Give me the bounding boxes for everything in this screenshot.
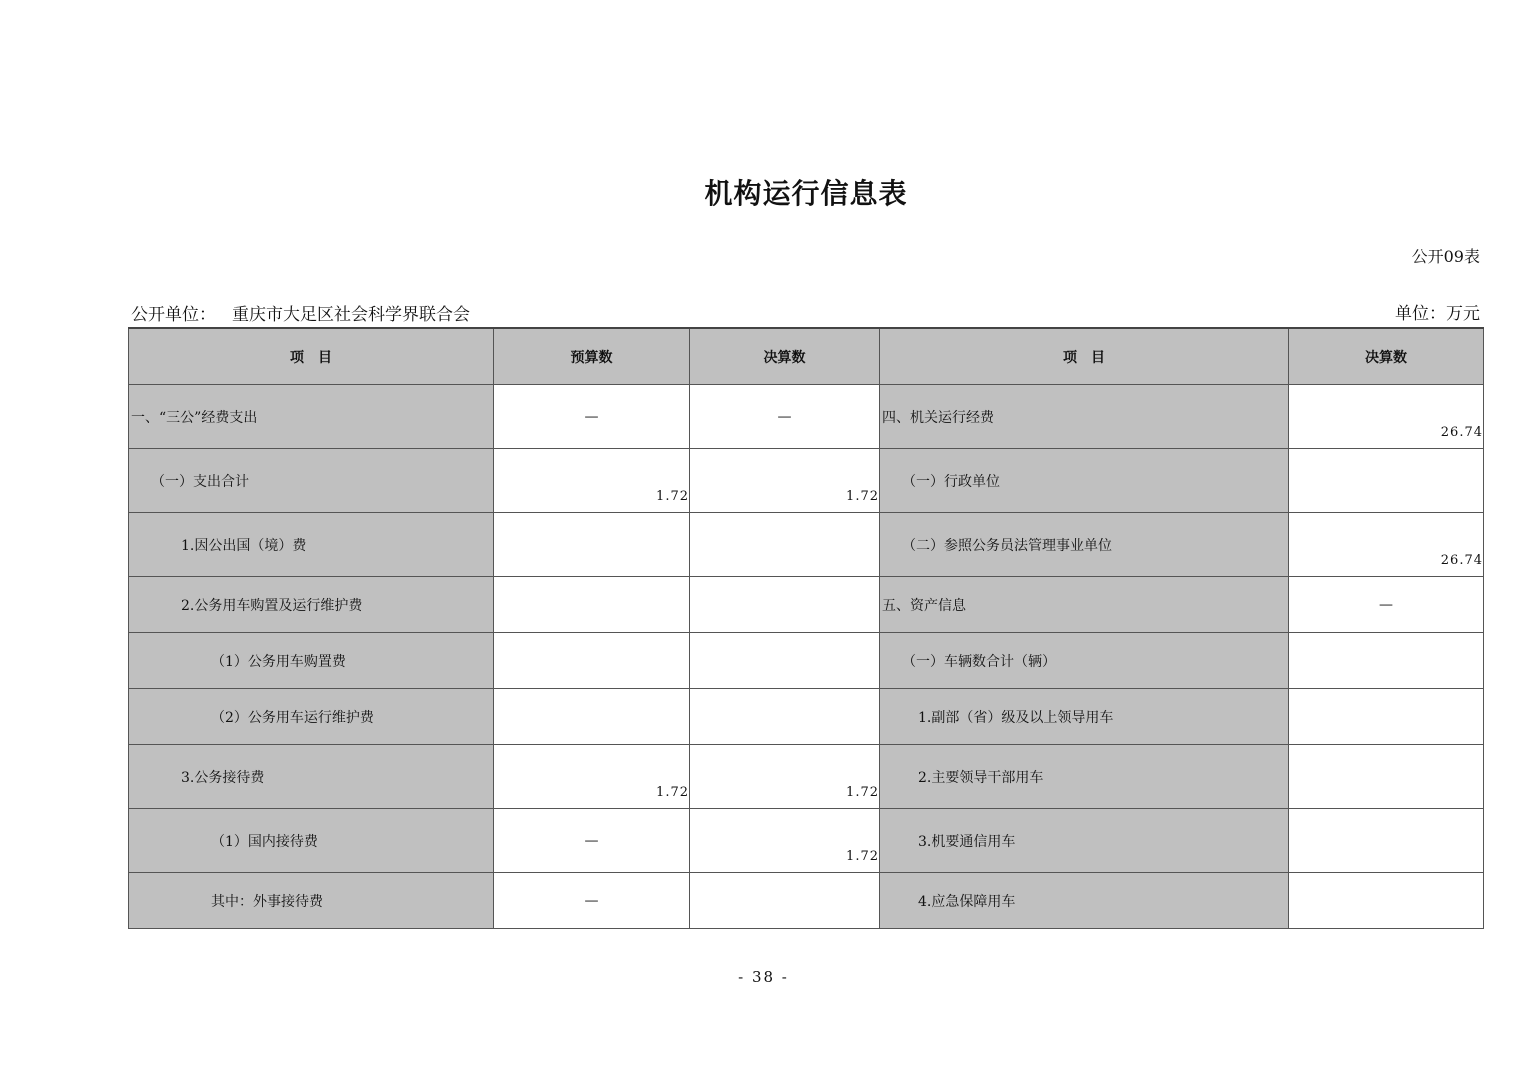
right-actual-value: 26.74 (1289, 385, 1484, 449)
table-row (129, 513, 1484, 577)
right-actual-value (1289, 809, 1484, 873)
left-item-label: 2.公务用车购置及运行维护费 (129, 577, 494, 633)
header-item-left: 项 目 (129, 328, 494, 385)
right-item-label: 五、资产信息 (880, 577, 1289, 633)
actual-value (690, 633, 880, 689)
left-item-label: （一）支出合计 (129, 449, 494, 513)
right-item-label: 四、机关运行经费 (880, 385, 1289, 449)
actual-value: 1.72 (690, 449, 880, 513)
budget-value (494, 577, 690, 633)
budget-value (494, 633, 690, 689)
budget-value (494, 513, 690, 577)
left-item-label: 一、“三公”经费支出 (129, 385, 494, 449)
table-header-row (129, 328, 1484, 385)
table-row (129, 809, 1484, 873)
right-item-label: （二）参照公务员法管理事业单位 (880, 513, 1289, 577)
table-row (129, 873, 1484, 929)
table-row (129, 449, 1484, 513)
actual-value: — (690, 385, 880, 449)
operation-info-table (128, 327, 1484, 929)
table-row (129, 385, 1484, 449)
reporting-unit-label: 公开单位： (131, 305, 216, 325)
header-budget: 预算数 (494, 328, 690, 385)
header-item-right: 项 目 (880, 328, 1289, 385)
actual-value: 1.72 (690, 745, 880, 809)
budget-value: — (494, 873, 690, 929)
right-actual-value (1289, 633, 1484, 689)
budget-value: — (494, 809, 690, 873)
header-actual-right: 决算数 (1289, 328, 1484, 385)
right-actual-value (1289, 745, 1484, 809)
actual-value (690, 873, 880, 929)
form-number: 公开09表 (1411, 247, 1480, 266)
budget-value: 1.72 (494, 449, 690, 513)
right-actual-value (1289, 873, 1484, 929)
right-item-label: （一）车辆数合计（辆） (880, 633, 1289, 689)
right-item-label: （一）行政单位 (880, 449, 1289, 513)
table-row (129, 633, 1484, 689)
right-actual-value: 26.74 (1289, 513, 1484, 577)
page-number: - 38 - (738, 968, 789, 986)
left-item-label: （2）公务用车运行维护费 (129, 689, 494, 745)
actual-value (690, 577, 880, 633)
left-item-label: （1）公务用车购置费 (129, 633, 494, 689)
right-actual-value: — (1289, 577, 1484, 633)
right-item-label: 4.应急保障用车 (880, 873, 1289, 929)
left-item-label: （1）国内接待费 (129, 809, 494, 873)
left-item-label: 1.因公出国（境）费 (129, 513, 494, 577)
budget-value (494, 689, 690, 745)
right-actual-value (1289, 449, 1484, 513)
right-item-label: 3.机要通信用车 (880, 809, 1289, 873)
table-row (129, 745, 1484, 809)
right-actual-value (1289, 689, 1484, 745)
table-row (129, 577, 1484, 633)
reporting-unit (131, 300, 470, 325)
currency-unit: 单位：万元 (1395, 304, 1480, 324)
budget-value: 1.72 (494, 745, 690, 809)
page-title: 机构运行信息表 (704, 177, 908, 210)
header-actual: 决算数 (690, 328, 880, 385)
budget-value: — (494, 385, 690, 449)
actual-value (690, 689, 880, 745)
actual-value (690, 513, 880, 577)
left-item-label: 3.公务接待费 (129, 745, 494, 809)
left-item-label: 其中：外事接待费 (129, 873, 494, 929)
table-row (129, 689, 1484, 745)
right-item-label: 2.主要领导干部用车 (880, 745, 1289, 809)
reporting-unit-name: 重庆市大足区社会科学界联合会 (232, 305, 470, 325)
actual-value: 1.72 (690, 809, 880, 873)
right-item-label: 1.副部（省）级及以上领导用车 (880, 689, 1289, 745)
